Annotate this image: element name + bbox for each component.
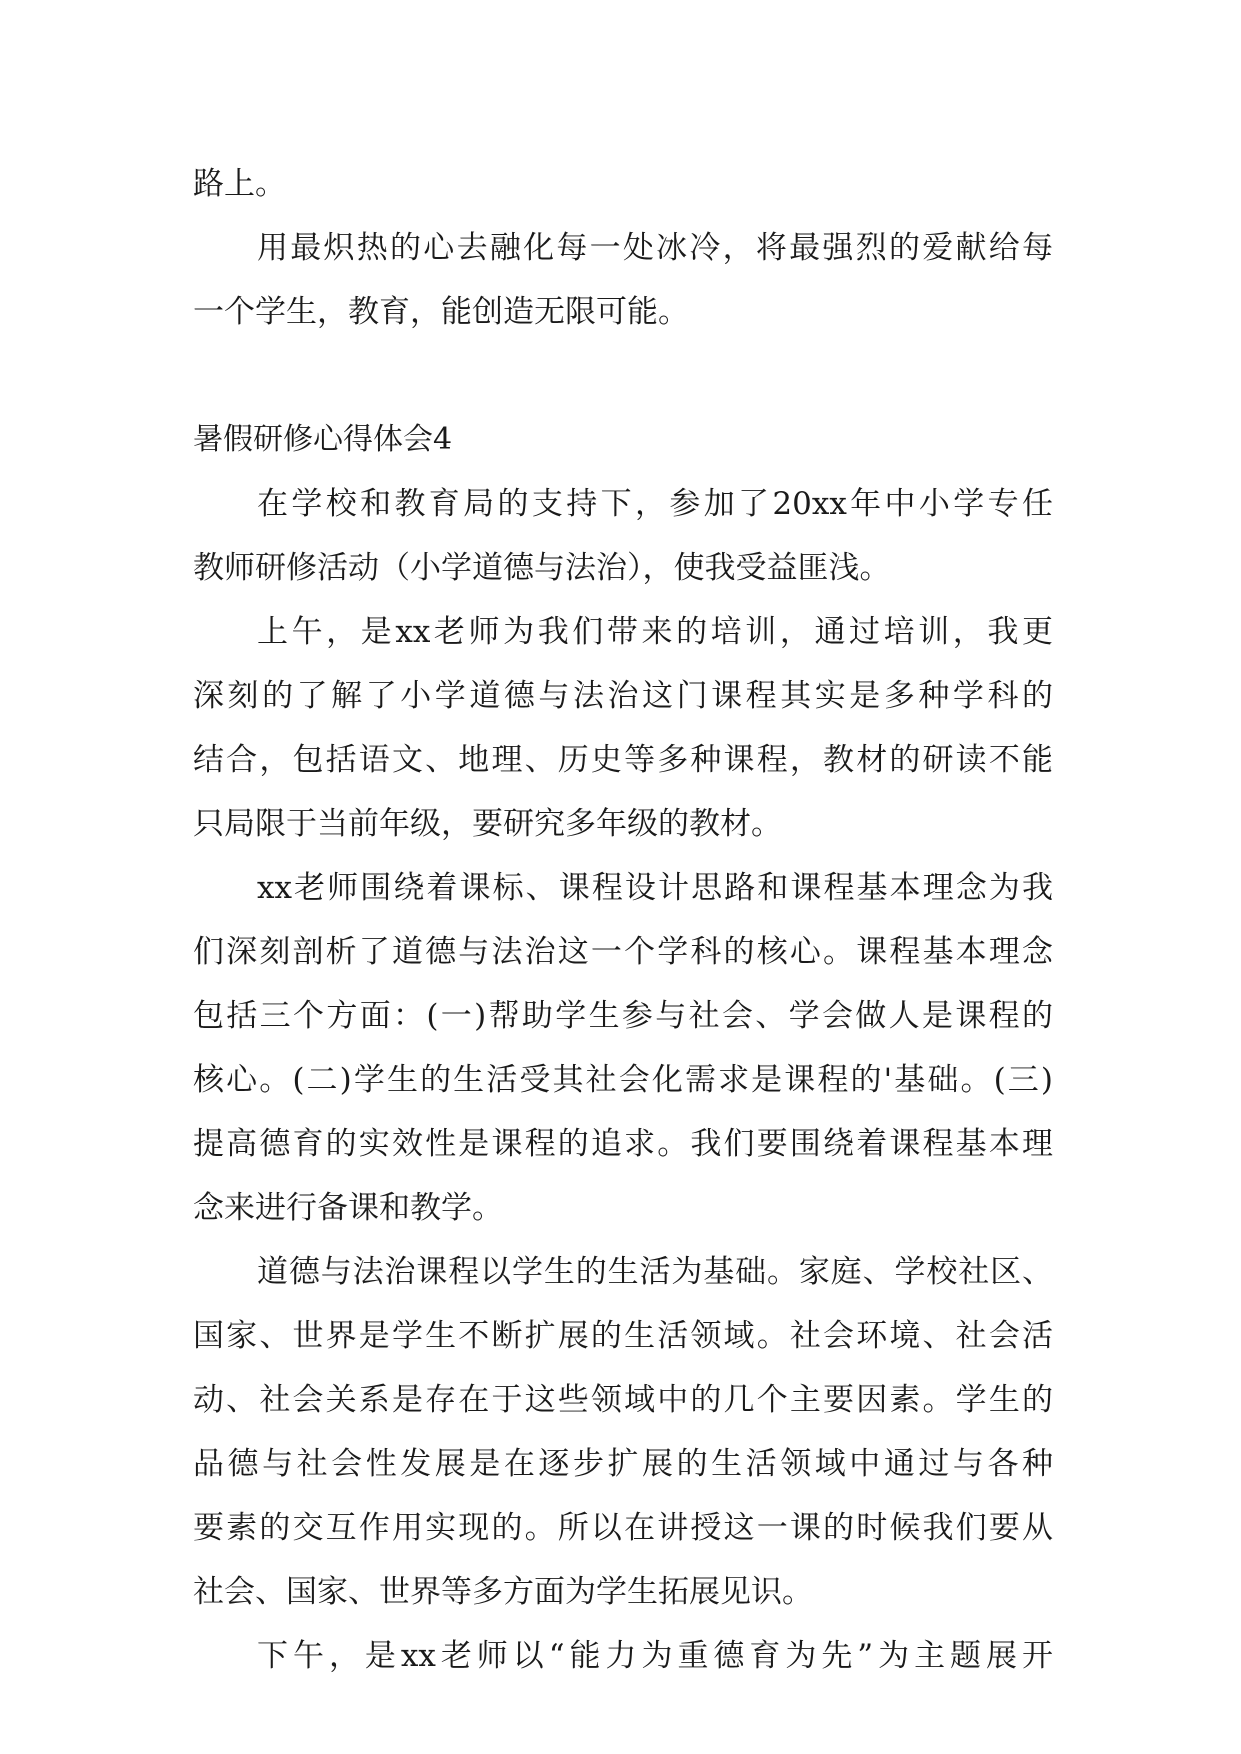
paragraph xyxy=(193,856,1053,1240)
text-line: 下午，是xx老师以“能力为重德育为先”为主题展开 xyxy=(257,1638,1053,1674)
text-line: xx老师围绕着课标、课程设计思路和课程基本理念为我 xyxy=(257,870,1053,906)
section-title: 暑假研修心得体会4 xyxy=(193,422,453,457)
paragraph xyxy=(193,1240,1053,1624)
text-line: 用最炽热的心去融化每一处冰冷，将最强烈的爱献给每 xyxy=(257,230,1053,266)
text-line: 教师研修活动（小学道德与法治），使我受益匪浅。 xyxy=(193,550,891,586)
text-line: 只局限于当前年级，要研究多年级的教材。 xyxy=(193,806,782,842)
text-line: 动、社会关系是存在于这些领域中的几个主要因素。学生的 xyxy=(193,1382,1053,1418)
text-line: 社会、国家、世界等多方面为学生拓展见识。 xyxy=(193,1574,813,1610)
paragraph xyxy=(193,472,1053,600)
text-line: 上午，是xx老师为我们带来的培训，通过培训，我更 xyxy=(257,614,1053,650)
text-line: 们深刻剖析了道德与法治这一个学科的核心。课程基本理念 xyxy=(193,934,1053,970)
text-line: 核心。(二)学生的生活受其社会化需求是课程的'基础。(三) xyxy=(193,1062,1053,1098)
text-line: 提高德育的实效性是课程的追求。我们要围绕着课程基本理 xyxy=(193,1126,1053,1162)
document-body xyxy=(193,152,1053,1688)
text-line: 在学校和教育局的支持下，参加了20xx年中小学专任 xyxy=(257,486,1053,522)
text-line: 一个学生，教育，能创造无限可能。 xyxy=(193,294,689,330)
text-line: 包括三个方面：(一)帮助学生参与社会、学会做人是课程的 xyxy=(193,998,1053,1034)
text-line: 要素的交互作用实现的。所以在讲授这一课的时候我们要从 xyxy=(193,1510,1053,1546)
text-line: 品德与社会性发展是在逐步扩展的生活领域中通过与各种 xyxy=(193,1446,1053,1482)
text-line: 深刻的了解了小学道德与法治这门课程其实是多种学科的 xyxy=(193,678,1053,714)
paragraph xyxy=(193,1624,1053,1688)
paragraph xyxy=(193,600,1053,856)
text-line: 道德与法治课程以学生的生活为基础。家庭、学校社区、 xyxy=(257,1254,1053,1290)
text-line: 路上。 xyxy=(193,166,286,202)
text-line: 国家、世界是学生不断扩展的生活领域。社会环境、社会活 xyxy=(193,1318,1053,1354)
text-line: 念来进行备课和教学。 xyxy=(193,1190,503,1226)
section-gap xyxy=(193,344,1053,408)
text-line: 结合，包括语文、地理、历史等多种课程，教材的研读不能 xyxy=(193,742,1053,778)
